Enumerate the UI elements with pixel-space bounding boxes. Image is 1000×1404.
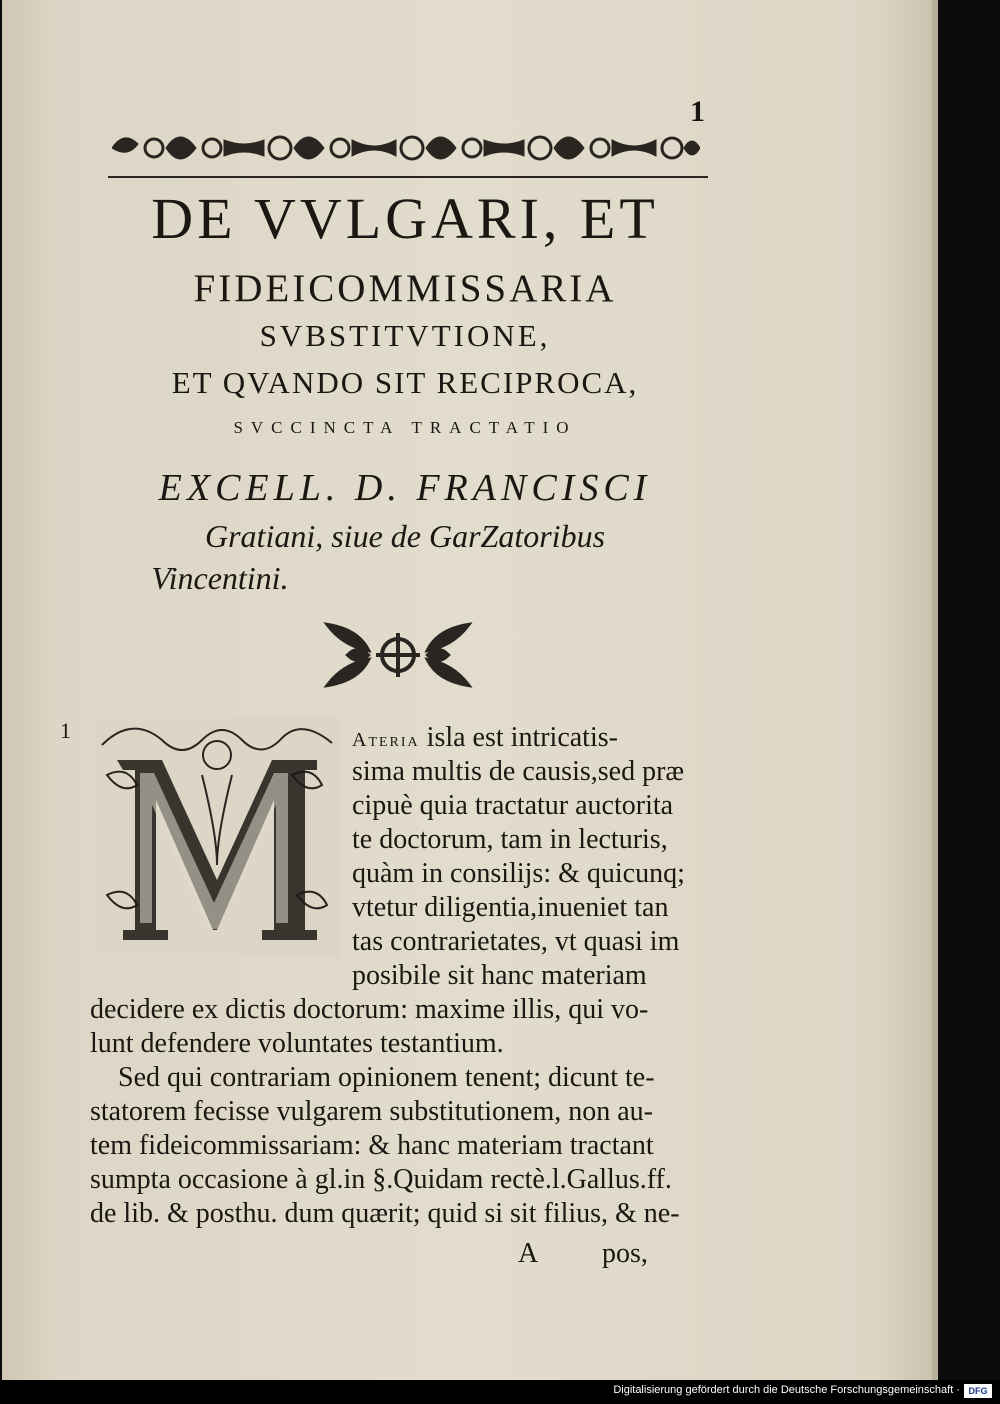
body-line-1-text: isla est intricatis- (426, 722, 618, 753)
title-line-4: ET QVANDO SIT RECIPROCA, (171, 365, 639, 400)
author-line-2: Gratiani, siue de GarZatoribus (204, 518, 606, 554)
title-line-1: DE VVLGARI, ET (151, 186, 659, 251)
margin-note-number: 1 (60, 718, 71, 743)
title-line-3: SVBSTITVTIONE, (259, 318, 551, 353)
title-line-5: SVCCINCTA TRACTATIO (233, 418, 577, 437)
headpiece-ornament (112, 122, 700, 174)
dfg-logo: DFG (964, 1384, 992, 1398)
body-line-12: statorem fecisse vulgarem substitutionem, non au- (90, 1096, 653, 1127)
signature-mark: A (518, 1238, 539, 1269)
body-line-7: tas contrarietates, vt quasi im (352, 926, 680, 957)
body-line-8: posibile sit hanc materiam (352, 960, 647, 991)
fleuron-ornament (318, 615, 478, 695)
body-line-9: decidere ex dictis doctorum: maxime illis, qui vo- (90, 994, 649, 1025)
body-line-13: tem fideicommissariam: & hanc materiam tractant (90, 1130, 654, 1161)
catchword: pos, (602, 1238, 648, 1269)
body-line-1 (352, 722, 618, 754)
funding-credit: Digitalisierung gefördert durch die Deutsche Forschungsgemeinschaft · (613, 1384, 960, 1396)
body-line-3: cipuè quia tractatur auctorita (352, 790, 674, 821)
decorated-initial-m (92, 715, 342, 960)
body-line-5: quàm in consilijs: & quicunq; (352, 858, 685, 889)
author-line-1: EXCELL. D. FRANCISCI (158, 467, 652, 509)
opening-word: Ateria (352, 729, 420, 751)
bleed-through (300, 75, 340, 122)
page-edge (932, 0, 938, 1380)
body-line-11: Sed qui contrariam opinionem tenent; dicunt te- (118, 1062, 655, 1093)
body-line-14: sumpta occasione à gl.in §.Quidam rectè.l.Gallus.ff. (90, 1164, 672, 1195)
body-line-10: lunt defendere voluntates testantium. (90, 1028, 504, 1059)
body-line-4: te doctorum, tam in lecturis, (352, 824, 668, 855)
body-line-6: vtetur diligentia,inueniet tan (352, 892, 669, 923)
folio-number: 1 (690, 95, 705, 128)
body-line-15: de lib. & posthu. dum quærit; quid si sit filius, & ne- (90, 1198, 680, 1229)
body-line-2: sima multis de causis,sed præ (352, 756, 685, 787)
author-line-3: Vincentini. (151, 560, 289, 596)
digitization-footer (0, 1380, 1000, 1404)
title-line-2: FIDEICOMMISSARIA (193, 267, 617, 310)
headpiece-rule (108, 176, 708, 178)
